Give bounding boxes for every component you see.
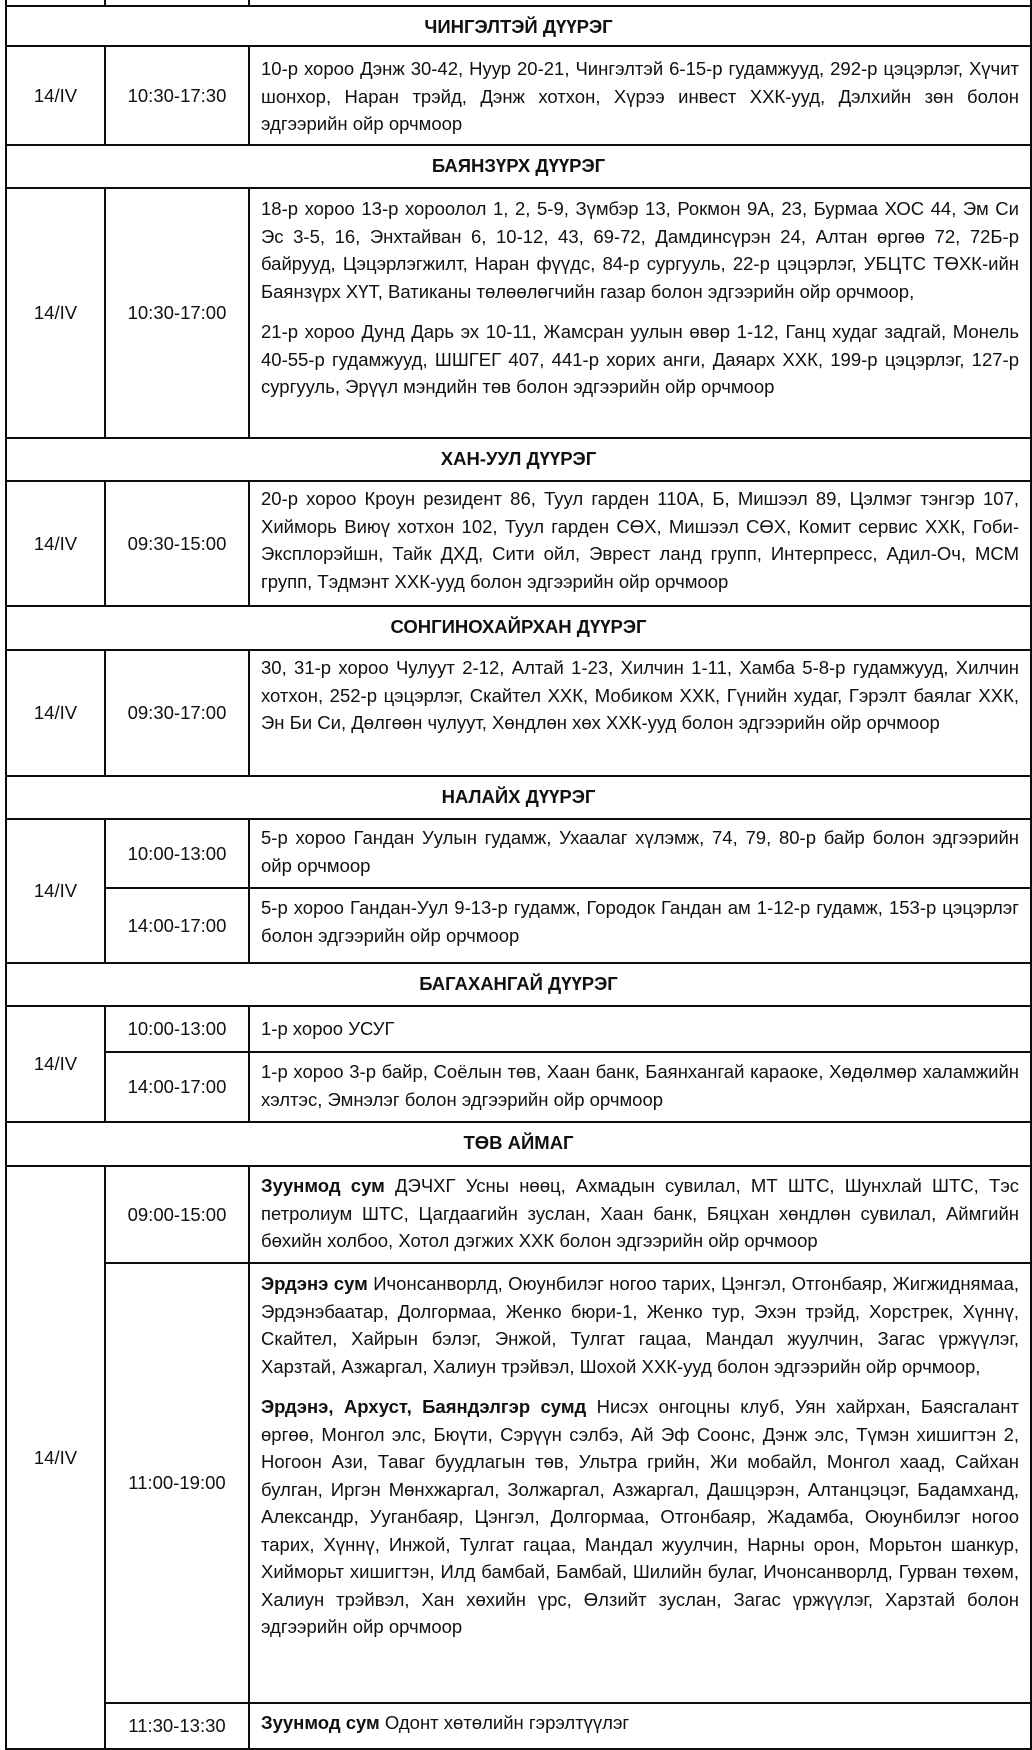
time-range-cell: 10:30-17:30 — [105, 46, 249, 145]
affected-area-cell — [249, 1166, 1031, 1263]
area-paragraph — [261, 894, 1019, 949]
section-header-row — [6, 1122, 1031, 1166]
section-title: НАЛАЙХ ДҮҮРЭГ — [6, 776, 1031, 819]
affected-area-cell — [249, 1703, 1031, 1749]
area-list-text: 30, 31-р хороо Чулуут 2-12, Алтай 1-23, Хилчин 1-11, Хамба 5-8-р гудамжууд, Хилчин хотхон, 252-р цэцэрлэг, Скайтел ХХК, Мобиком ХХК, Гүнийн худаг, Гэрэлт баялаг ХХК, Эн Би Си, Дөлгөөн чулуут, Хөндлөн хөх ХХК-ууд болон эдгээрийн ойр орчмоор — [261, 657, 1019, 733]
affected-area-cell — [249, 888, 1031, 963]
soum-name: Эрдэнэ, Архуст, Баяндэлгэр сумд — [261, 1396, 587, 1417]
affected-area-cell — [249, 188, 1031, 438]
section-title: БАГАХАНГАЙ ДҮҮРЭГ — [6, 963, 1031, 1006]
section-title: ТӨВ АЙМАГ — [6, 1122, 1031, 1166]
time-range-cell: 10:00-13:00 — [105, 1006, 249, 1052]
affected-area-cell — [249, 46, 1031, 145]
schedule-row — [6, 46, 1031, 145]
affected-area-cell — [249, 1263, 1031, 1703]
time-range-cell: 09:00-15:00 — [105, 1166, 249, 1263]
time-range-cell: 10:30-17:00 — [105, 188, 249, 438]
area-paragraph — [261, 195, 1019, 305]
schedule-row — [6, 819, 1031, 888]
time-range-cell: 09:30-17:00 — [105, 650, 249, 776]
section-title: ХАН-УУЛ ДҮҮРЭГ — [6, 438, 1031, 481]
affected-area-cell — [249, 650, 1031, 776]
area-paragraph — [261, 654, 1019, 737]
time-range-cell: 14:00-17:00 — [105, 888, 249, 963]
affected-area-cell — [249, 1006, 1031, 1052]
section-header-row — [6, 606, 1031, 650]
section-header-row — [6, 963, 1031, 1006]
date-cell: 14/IV — [6, 481, 105, 606]
section-header-row — [6, 6, 1031, 46]
affected-area-cell — [249, 481, 1031, 606]
area-list-text: 18-р хороо 13-р хороолол 1, 2, 5-9, Зүмбэр 13, Рокмон 9А, 23, Бурмаа ХОС 44, Эм Си Эс 3-5, 16, Энхтайван 6, 10-12, 43, 69-72, Дамдинсүрэн 24, Алтан өргөө 72, 72Б-р байрууд, Цэцэрлэгжилт, Наран фүүдс, 84-р сургууль, 22-р цэцэрлэг, УБЦТС ТӨХК-ийн Баянзүрх ХҮТ, Ватиканы төлөөлөгчийн газар болон эдгээрийн ойр орчмоор, — [261, 198, 1019, 302]
date-cell: 14/IV — [6, 188, 105, 438]
area-paragraph — [261, 1709, 1019, 1737]
time-range-cell: 14:00-17:00 — [105, 1052, 249, 1122]
time-range-cell: 11:30-13:30 — [105, 1703, 249, 1749]
schedule-row — [6, 650, 1031, 776]
schedule-row — [6, 1052, 1031, 1122]
affected-area-cell — [249, 1052, 1031, 1122]
area-list-text: ДЭЧХГ Усны нөөц, Ахмадын сувилал, МТ ШТС, Шунхлай ШТС, Тэс петролиум ШТС, Цагдаагийн зуслан, Хаан банк, Бяцхан хөндлөн сувилал, Аймгийн бөхийн холбоо, Хотол дэгжих ХХК болон эдгээрийн ойр орчмоор — [261, 1175, 1020, 1251]
section-header-row — [6, 145, 1031, 188]
schedule-row — [6, 1006, 1031, 1052]
section-title: ЧИНГЭЛТЭЙ ДҮҮРЭГ — [6, 6, 1031, 46]
date-cell: 14/IV — [6, 46, 105, 145]
area-list-text: 21-р хороо Дунд Дарь эх 10-11, Жамсран уулын өвөр 1-12, Ганц худаг задгай, Монель 40-55-р гудамжууд, ШШГЕГ 407, 441-р хорих анги, Даяарх ХХК, 199-р цэцэрлэг, 127-р сургууль, Эрүүл мэндийн төв болон эдгээрийн ойр орчмоор — [261, 321, 1019, 397]
soum-name: Зуунмод сум — [261, 1175, 385, 1196]
area-paragraph — [261, 1172, 1019, 1255]
area-paragraph — [261, 485, 1019, 595]
schedule-row — [6, 481, 1031, 606]
area-paragraph — [261, 1015, 1019, 1043]
area-list-text: 5-р хороо Гандан Уулын гудамж, Ухаалаг хүлэмж, 74, 79, 80-р байр болон эдгээрийн ойр орчмоор — [261, 827, 1019, 876]
section-title: БАЯНЗҮРХ ДҮҮРЭГ — [6, 145, 1031, 188]
section-title: СОНГИНОХАЙРХАН ДҮҮРЭГ — [6, 606, 1031, 650]
date-cell: 14/IV — [6, 819, 105, 963]
date-cell: 14/IV — [6, 1006, 105, 1122]
soum-name: Эрдэнэ сум — [261, 1273, 368, 1294]
area-list-text: 1-р хороо УСУГ — [261, 1018, 395, 1039]
soum-name: Зуунмод сум — [261, 1712, 380, 1733]
time-range-cell: 11:00-19:00 — [105, 1263, 249, 1703]
schedule-row — [6, 1703, 1031, 1749]
area-list-text: 1-р хороо 3-р байр, Соёлын төв, Хаан банк, Баянхангай караоке, Хөдөлмөр халамжийн хэлтэс, Эмнэлэг болон эдгээрийн ойр орчмоор — [261, 1061, 1019, 1110]
area-list-text: 5-р хороо Гандан-Уул 9-13-р гудамж, Городок Гандан ам 1-12-р гудамж, 153-р цэцэрлэг болон эдгээрийн ойр орчмоор — [261, 897, 1019, 946]
area-list-text: 20-р хороо Кроун резидент 86, Туул гарден 110А, Б, Мишээл 89, Цэлмэг тэнгэр 107, Хийморь Виюү хотхон 102, Туул гарден СӨХ, Мишээл СӨХ, Комит сервис ХХК, Гоби-Эксплорэйшн, Тайк ДХД, Сити ойл, Эврест ланд групп, Интерпресс, Адил-Оч, МСМ групп, Тэдмэнт ХХК-ууд болон эдгээрийн ойр орчмоор — [261, 488, 1019, 592]
area-list-text: 10-р хороо Дэнж 30-42, Нуур 20-21, Чингэлтэй 6-15-р гудамжууд, 292-р цэцэрлэг, Хүчит шонхор, Наран трэйд, Дэнж хотхон, Хүрээ инвест ХХК-ууд, Дэлхийн зөн болон эдгээрийн ойр орчмоор — [261, 58, 1019, 134]
affected-area-cell — [249, 819, 1031, 888]
area-paragraph — [261, 55, 1019, 138]
time-range-cell: 09:30-15:00 — [105, 481, 249, 606]
date-cell: 14/IV — [6, 650, 105, 776]
section-header-row — [6, 438, 1031, 481]
power-outage-schedule-table — [5, 0, 1030, 1750]
section-header-row — [6, 776, 1031, 819]
area-paragraph — [261, 318, 1019, 401]
area-paragraph — [261, 1270, 1019, 1380]
area-paragraph — [261, 1058, 1019, 1113]
area-paragraph — [261, 1393, 1019, 1641]
schedule-row — [6, 188, 1031, 438]
date-cell: 14/IV — [6, 1166, 105, 1749]
area-list-text: Одонт хөтөлийн гэрэлтүүлэг — [379, 1712, 630, 1733]
area-paragraph — [261, 824, 1019, 879]
area-list-text: Ичонсанворлд, Оюунбилэг ногоо тарих, Цэнгэл, Отгонбаяр, Жигжиднямаа, Эрдэнэбаатар, Долгормаа, Женко бюри-1, Женко тур, Эхэн трэйд, Хорстрек, Хүннү, Скайтел, Хайрын бэлэг, Энжой, Тулгат гацаа, Мандал жуулчин, Загас үржүүлэг, Харзтай, Азжаргал, Халиун трэйвэл, Шохой ХХК-ууд болон эдгээрийн ойр орчмоор, — [261, 1273, 1019, 1377]
area-list-text: Нисэх онгоцны клуб, Уян хайрхан, Баясгалант өргөө, Монгол элс, Бюүти, Сэрүүн сэлбэ, Ай Эф Соонс, Дэнж элс, Түмэн хишигтэн 2, Ногоон Ази, Таваг буудлагын төв, Ультра грийн, Жи мобайл, Монгол хаад, Сайхан булган, Иргэн Мөнхжаргал, Золжаргал, Азжаргал, Дашцэрэн, Алтанцэцэг, Бадамханд, Александр, Ууганбаяр, Цэнгэл, Долгормаа, Отгонбаяр, Жадамба, Оюунбилэг ногоо тарих, Хүннү, Инжой, Тулгат гацаа, Мандал жуулчин, Нарны орон, Морьтон шанкур, Хийморьт хишигтэн, Илд бамбай, Бамбай, Шилийн булаг, Ичонсанворлд, Гурван төхөм, Халиун трэйвэл, Хан хөхийн үрс, Өлзийт зуслан, Загас үржүүлэг, Харзтай болон эдгээрийн ойр орчмоор — [261, 1396, 1019, 1637]
time-range-cell: 10:00-13:00 — [105, 819, 249, 888]
schedule-row — [6, 888, 1031, 963]
schedule-row — [6, 1166, 1031, 1263]
schedule-row — [6, 1263, 1031, 1703]
